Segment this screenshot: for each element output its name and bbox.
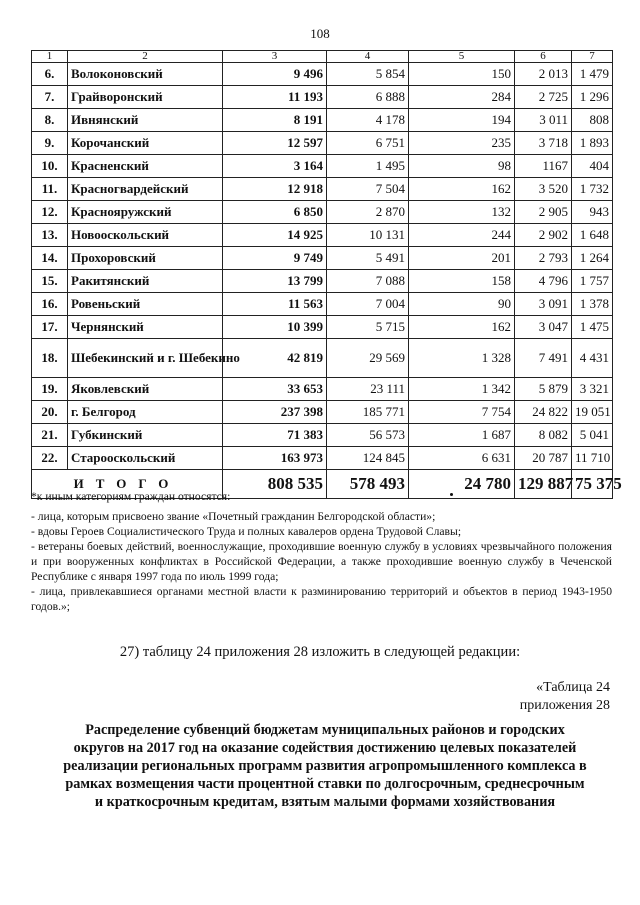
row-number: 14. (32, 247, 68, 270)
value-c3: 42 819 (223, 339, 327, 378)
table-reference (400, 679, 610, 715)
value-c6: 3 718 (515, 132, 572, 155)
value-c3: 10 399 (223, 316, 327, 339)
total-c3: 808 535 (223, 470, 327, 499)
value-c3: 12 597 (223, 132, 327, 155)
value-c4: 1 495 (327, 155, 409, 178)
value-c5: 6 631 (409, 447, 515, 470)
value-c5: 1 687 (409, 424, 515, 447)
table-row (32, 201, 613, 224)
value-c3: 163 973 (223, 447, 327, 470)
value-c4: 6 888 (327, 86, 409, 109)
value-c3: 3 164 (223, 155, 327, 178)
total-c7: 75 375 (572, 470, 613, 499)
value-c4: 7 004 (327, 293, 409, 316)
subsidies-table (31, 50, 622, 499)
value-c4: 23 111 (327, 378, 409, 401)
column-header: 4 (327, 51, 409, 63)
table-row (32, 109, 613, 132)
row-number: 12. (32, 201, 68, 224)
value-c6: 2 725 (515, 86, 572, 109)
table-row (32, 132, 613, 155)
district-name: Ракитянский (68, 270, 223, 293)
value-c3: 9 496 (223, 63, 327, 86)
district-name: Шебекинский и г. Шебекино (68, 339, 223, 378)
value-c3: 12 918 (223, 178, 327, 201)
district-name: Прохоровский (68, 247, 223, 270)
value-c5: 162 (409, 316, 515, 339)
column-header: 1 (32, 51, 68, 63)
table-reference-line1: «Таблица 24 (536, 680, 610, 695)
value-c5: 194 (409, 109, 515, 132)
row-number: 17. (32, 316, 68, 339)
column-header: 7 (572, 51, 613, 63)
value-c7: 1 648 (572, 224, 613, 247)
table-row (32, 86, 613, 109)
table-header-row (32, 51, 613, 63)
value-c6: 7 491 (515, 339, 572, 378)
footnotes (31, 489, 612, 614)
footnote-heading: *к иным категориям граждан относятся: (31, 490, 231, 503)
value-c7: 1 264 (572, 247, 613, 270)
district-name: Корочанский (68, 132, 223, 155)
table-row (32, 224, 613, 247)
value-c3: 14 925 (223, 224, 327, 247)
value-c7: 943 (572, 201, 613, 224)
value-c5: 284 (409, 86, 515, 109)
table-row (32, 424, 613, 447)
table-row (32, 378, 613, 401)
value-c4: 4 178 (327, 109, 409, 132)
table-row (32, 178, 613, 201)
value-c3: 13 799 (223, 270, 327, 293)
row-number: 15. (32, 270, 68, 293)
district-name: Старооскольский (68, 447, 223, 470)
row-number: 7. (32, 86, 68, 109)
district-name: Красненский (68, 155, 223, 178)
value-c7: 1 479 (572, 63, 613, 86)
table-row (32, 447, 613, 470)
footnote-item: - лица, которым присвоено звание «Почетный гражданин Белгородской области»; (31, 510, 436, 523)
value-c6: 2 902 (515, 224, 572, 247)
row-number: 18. (32, 339, 68, 378)
footnote-item: - вдовы Героев Социалистического Труда и полных кавалеров ордена Трудовой Славы; (31, 525, 462, 538)
footnote-item: - лица, привлекавшиеся органами местной власти к разминированию территорий и объектов в период 1943-1950 годов.»; (31, 585, 612, 613)
district-name: Ровеньский (68, 293, 223, 316)
value-c4: 7 504 (327, 178, 409, 201)
district-name: Чернянский (68, 316, 223, 339)
value-c5: 150 (409, 63, 515, 86)
table-row (32, 155, 613, 178)
table-row (32, 401, 613, 424)
total-c5: 24 780 (409, 470, 515, 499)
value-c5: 158 (409, 270, 515, 293)
value-c5: 1 328 (409, 339, 515, 378)
district-name: г. Белгород (68, 401, 223, 424)
value-c4: 185 771 (327, 401, 409, 424)
value-c4: 2 870 (327, 201, 409, 224)
value-c4: 56 573 (327, 424, 409, 447)
value-c3: 237 398 (223, 401, 327, 424)
value-c6: 2 905 (515, 201, 572, 224)
column-header: 5 (409, 51, 515, 63)
value-c5: 90 (409, 293, 515, 316)
value-c3: 33 653 (223, 378, 327, 401)
value-c4: 5 854 (327, 63, 409, 86)
district-name: Волоконовский (68, 63, 223, 86)
row-number: 9. (32, 132, 68, 155)
value-c6: 20 787 (515, 447, 572, 470)
value-c4: 7 088 (327, 270, 409, 293)
row-number: 8. (32, 109, 68, 132)
table-row (32, 270, 613, 293)
district-name: Яковлевский (68, 378, 223, 401)
value-c6: 1167 (515, 155, 572, 178)
table-row (32, 293, 613, 316)
district-name: Губкинский (68, 424, 223, 447)
value-c7: 1 475 (572, 316, 613, 339)
row-number: 22. (32, 447, 68, 470)
row-number: 6. (32, 63, 68, 86)
value-c5: 132 (409, 201, 515, 224)
value-c7: 404 (572, 155, 613, 178)
table-row (32, 339, 613, 378)
value-c3: 11 563 (223, 293, 327, 316)
value-c5: 201 (409, 247, 515, 270)
value-c6: 3 091 (515, 293, 572, 316)
row-number: 16. (32, 293, 68, 316)
value-c4: 6 751 (327, 132, 409, 155)
amendment-instruction: 27) таблицу 24 приложения 28 изложить в следующей редакции: (119, 644, 521, 660)
district-name: Ивнянский (68, 109, 223, 132)
value-c6: 2 793 (515, 247, 572, 270)
row-number: 10. (32, 155, 68, 178)
district-name: Красногвардейский (68, 178, 223, 201)
value-c7: 1 732 (572, 178, 613, 201)
district-name: Краснояружский (68, 201, 223, 224)
value-c3: 11 193 (223, 86, 327, 109)
value-c7: 1 378 (572, 293, 613, 316)
value-c7: 4 431 (572, 339, 613, 378)
district-name: Грайворонский (68, 86, 223, 109)
row-number: 20. (32, 401, 68, 424)
value-c7: 5 041 (572, 424, 613, 447)
value-c3: 9 749 (223, 247, 327, 270)
total-c4: 578 493 (327, 470, 409, 499)
value-c5: 7 754 (409, 401, 515, 424)
value-c4: 124 845 (327, 447, 409, 470)
value-c4: 5 491 (327, 247, 409, 270)
row-number: 19. (32, 378, 68, 401)
value-c7: 1 893 (572, 132, 613, 155)
table-row (32, 316, 613, 339)
value-c6: 3 047 (515, 316, 572, 339)
table-row (32, 63, 613, 86)
district-name: Новооскольский (68, 224, 223, 247)
total-label: ИТОГО (32, 470, 223, 499)
value-c6: 8 082 (515, 424, 572, 447)
value-c5: 98 (409, 155, 515, 178)
value-c6: 5 879 (515, 378, 572, 401)
column-header: 2 (68, 51, 223, 63)
value-c4: 10 131 (327, 224, 409, 247)
value-c4: 29 569 (327, 339, 409, 378)
value-c3: 6 850 (223, 201, 327, 224)
value-c5: 1 342 (409, 378, 515, 401)
value-c6: 4 796 (515, 270, 572, 293)
value-c3: 8 191 (223, 109, 327, 132)
page-number: 108 (310, 26, 330, 41)
value-c5: 244 (409, 224, 515, 247)
table-body (32, 50, 622, 499)
value-c4: 5 715 (327, 316, 409, 339)
value-c6: 3 011 (515, 109, 572, 132)
value-c7: 1 757 (572, 270, 613, 293)
value-c5: 235 (409, 132, 515, 155)
total-c6: 129 887 (515, 470, 572, 499)
value-c7: 1 296 (572, 86, 613, 109)
value-c5: 162 (409, 178, 515, 201)
value-c6: 2 013 (515, 63, 572, 86)
row-number: 11. (32, 178, 68, 201)
table-reference-line2: приложения 28 (519, 698, 610, 713)
table-row (32, 247, 613, 270)
row-number: 21. (32, 424, 68, 447)
column-header: 3 (223, 51, 327, 63)
value-c7: 19 051 (572, 401, 613, 424)
value-c7: 11 710 (572, 447, 613, 470)
value-c3: 71 383 (223, 424, 327, 447)
value-c7: 3 321 (572, 378, 613, 401)
document-title: Распределение субвенций бюджетам муниципальных районов и городских округов на 2017 год на оказание содействия достижению целевых показателей реализации региональных программ развития агропромышленного комплекса в рамках возмещения части процентной ставки по долгосрочным, среднесрочным и краткосрочным кредитам, взятым малыми формами хозяйствования (63, 722, 587, 810)
column-header: 6 (515, 51, 572, 63)
value-c6: 24 822 (515, 401, 572, 424)
value-c6: 3 520 (515, 178, 572, 201)
row-number: 13. (32, 224, 68, 247)
value-c7: 808 (572, 109, 613, 132)
footnote-item: - ветераны боевых действий, военнослужащие, проходившие военную службу в условиях чрезвычайного положения и при вооруженных конфликтах в Российской Федерации, а также проходившие военную службу в Чеченской Республике с января 1997 года по июль 1999 года; (31, 540, 612, 583)
